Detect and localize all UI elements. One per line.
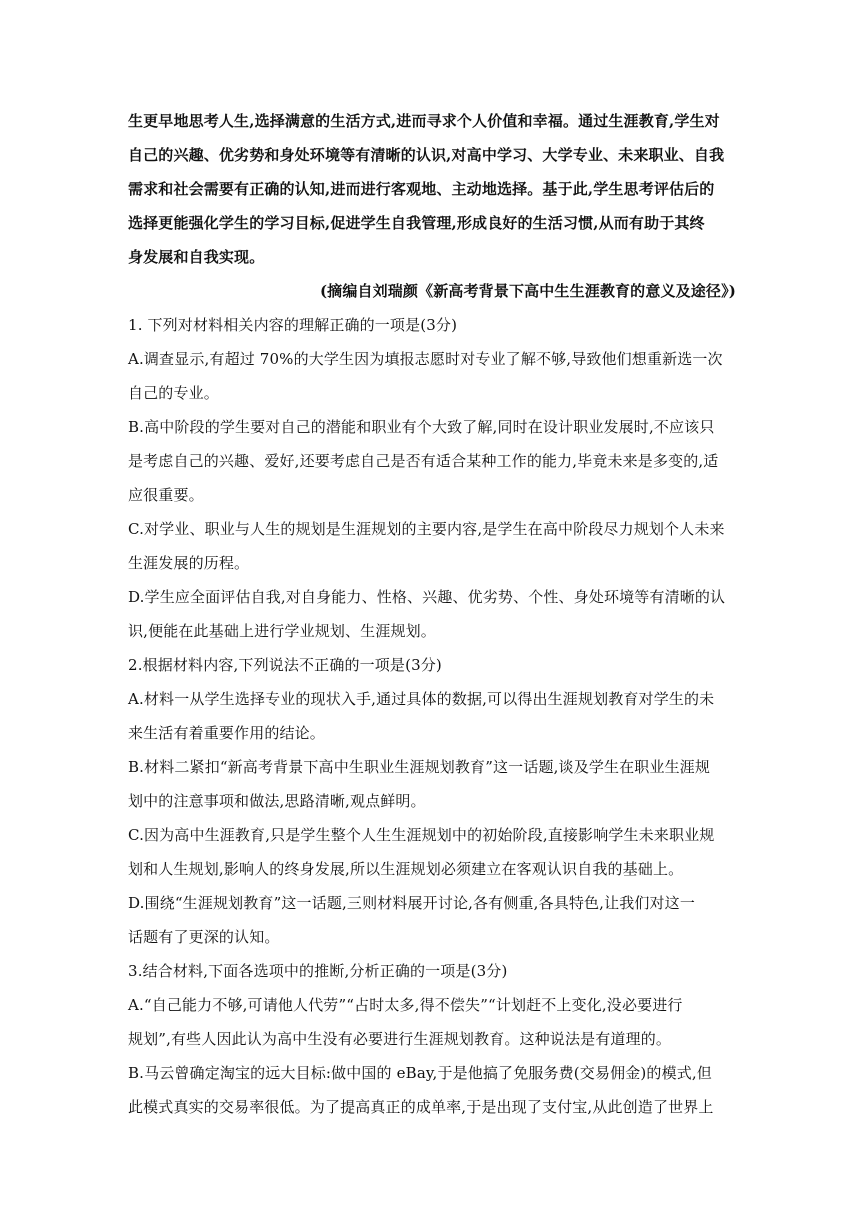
option-line: 是考虑自己的兴趣、爱好,还要考虑自己是否有适合某种工作的能力,毕竟未来是多变的,适 [128,452,719,470]
option-line: B.马云曾确定淘宝的远大目标:做中国的 eBay,于是他搞了免服务费(交易佣金)的模式,但 [128,1064,712,1082]
option-line: 自己的专业。 [128,384,219,402]
option-line: 划和人生规划,影响人的终身发展,所以生涯规划必须建立在客观认识自我的基础上。 [128,860,684,878]
option-b [128,1056,736,1124]
option-line: 此模式真实的交易率很低。为了提高真正的成单率,于是出现了支付宝,从此创造了世界上 [128,1098,714,1116]
passage [128,104,736,308]
passage-line: 生更早地思考人生,选择满意的生活方式,进而寻求个人价值和幸福。通过生涯教育,学生对 [128,112,720,130]
option-line: 识,便能在此基础上进行学业规划、生涯规划。 [128,622,436,640]
option-line: D.围绕“生涯规划教育”这一话题,三则材料展开讨论,各有侧重,各具特色,让我们对这一 [128,894,695,912]
passage-line: 自己的兴趣、优劣势和身处环境等有清晰的认识,对高中学习、大学专业、未来职业、自我 [128,146,725,164]
option-d [128,886,736,954]
passage-source: (摘编自刘瑞颜《新高考背景下高中生生涯教育的意义及途径》) [319,282,736,300]
question-stem: 2.根据材料内容,下列说法不正确的一项是(3分) [128,656,442,674]
option-b [128,410,736,512]
option-a [128,682,736,750]
option-line: D.学生应全面评估自我,对自身能力、性格、兴趣、优劣势、个性、身处环境等有清晰的认 [128,588,726,606]
option-c [128,818,736,886]
option-line: 划中的注意事项和做法,思路清晰,观点鲜明。 [128,792,426,810]
option-line: A.材料一从学生选择专业的现状入手,通过具体的数据,可以得出生涯规划教育对学生的未 [128,690,715,708]
question-2 [128,648,736,954]
option-line: 生涯发展的历程。 [128,554,250,572]
option-b [128,750,736,818]
option-line: 应很重要。 [128,486,204,504]
question-3 [128,954,736,1124]
question-1 [128,308,736,648]
passage-line: 选择更能强化学生的学习目标,促进学生自我管理,形成良好的生活习惯,从而有助于其终 [128,214,705,232]
option-line: 话题有了更深的认知。 [128,928,280,946]
question-stem: 1. 下列对材料相关内容的理解正确的一项是(3分) [128,316,458,334]
option-c [128,512,736,580]
question-stem: 3.结合材料,下面各选项中的推断,分析正确的一项是(3分) [128,962,508,980]
option-a [128,988,736,1056]
option-line: C.对学业、职业与人生的规划是生涯规划的主要内容,是学生在高中阶段尽力规划个人未来 [128,520,725,538]
option-line: C.因为高中生涯教育,只是学生整个人生生涯规划中的初始阶段,直接影响学生未来职业规 [128,826,715,844]
option-line: 规划”,有些人因此认为高中生没有必要进行生涯规划教育。这种说法是有道理的。 [128,1030,671,1048]
option-line: 来生活有着重要作用的结论。 [128,724,325,742]
option-line: A.调查显示,有超过 70%的大学生因为填报志愿时对专业了解不够,导致他们想重新选一次 [128,350,723,368]
option-a [128,342,736,410]
passage-line: 需求和社会需要有正确的认知,进而进行客观地、主动地选择。基于此,学生思考评估后的 [128,180,715,198]
option-line: B.材料二紧扣“新高考背景下高中生职业生涯规划教育”这一话题,谈及学生在职业生涯规 [128,758,711,776]
option-line: B.高中阶段的学生要对自己的潜能和职业有个大致了解,同时在设计职业发展时,不应该只 [128,418,715,436]
option-d [128,580,736,648]
option-line: A.“自己能力不够,可请他人代劳”“占时太多,得不偿失”“计划赶不上变化,没必要进行 [128,996,683,1014]
passage-line: 身发展和自我实现。 [128,248,265,266]
